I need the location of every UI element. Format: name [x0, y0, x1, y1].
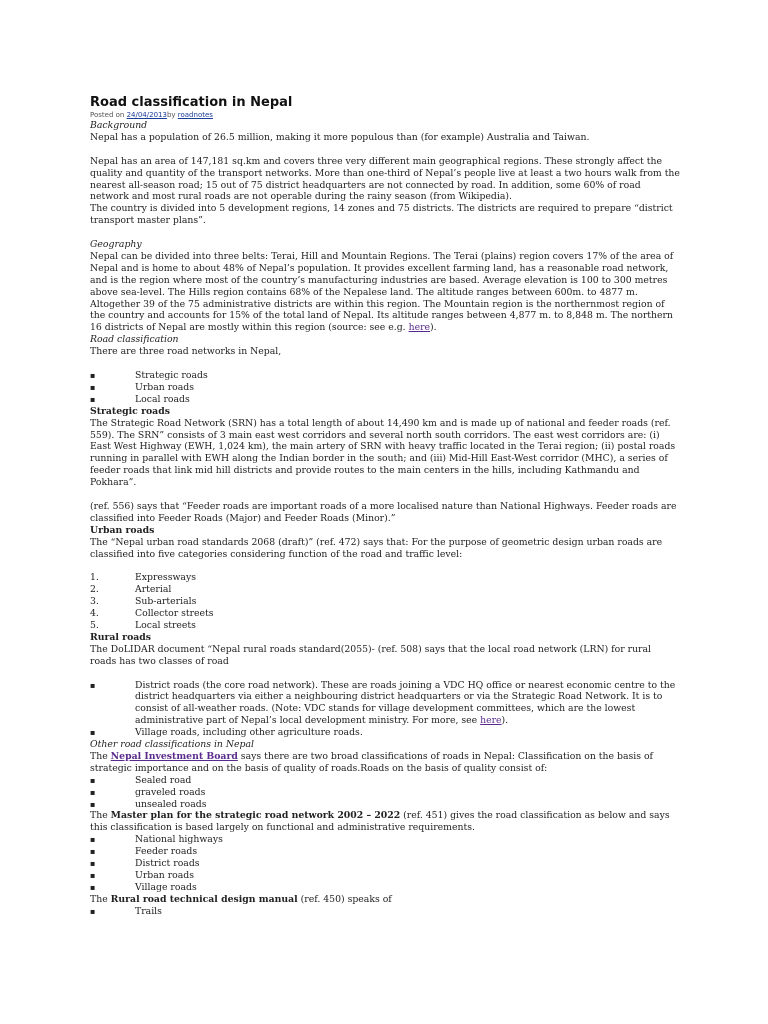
background-paragraph-2: Nepal has an area of 147,181 sq.km and covers three very different main geographical regions. These strongly affect the quality and quantity of the transport networks. More than one-third of Nepal’s people live at least a two hours walk from the nearest all-season road; 15 out of 75 district headquarters are not connected by road. In addition, some 60% of road network and most rural roads are not operable during the rainy season (from Wikipedia). — [90, 155, 680, 203]
list-item: ▪ District roads — [90, 858, 680, 870]
geography-paragraph: Nepal can be divided into three belts: Terai, Hill and Mountain Regions. The Terai (plains) region covers 17% of the area of Nepal and is home to about 48% of Nepal’s population. It provides excellent farming land, has a reasonable road network, and is the region where most of the country’s manufacturing industries are based. Average elevation is 100 to 300 metres above sea-level. The Hills region contains 68% of the Nepalese land. The altitude ranges between 600m. to 4877 m. Altogether 39 of the 75 administrative districts are within this region. The Mountain region is the northernmost region of the country and accounts for 15% of the total land of Nepal. Its altitude ranges between 4,877 m. to 8,848 m. The northern 16 districts of Nepal are mostly within this region (source: see e.g. here). — [90, 250, 674, 334]
list-number: 3. — [90, 596, 99, 608]
list-item — [90, 584, 680, 596]
list-number: 2. — [90, 584, 99, 596]
road-classification-heading: Road classification — [90, 334, 179, 346]
urban-paragraph: The “Nepal urban road standards 2068 (draft)” (ref. 472) says that: For the purpose of geometric design urban roads are classified into five categories considering function of the road and traffic level: — [90, 536, 663, 560]
list-item: ▪ District roads (the core road network). These are roads joining a VDC HQ office or nearest economic centre to the district headquarters via either a neighbouring district headquarters or via the Strategic Road Network. It is to consist of all-weather roads. (Note: VDC stands for village development committees, which are the lowest administrative part of Nepal’s local development ministry. For more, see here). — [90, 680, 680, 728]
vdc-here-link[interactable]: here — [480, 715, 502, 727]
list-item: ▪ Local roads — [90, 394, 680, 406]
list-item: ▪ Trails — [90, 906, 680, 918]
list-item: ▪ unsealed roads — [90, 799, 680, 811]
list-label: Arterial — [135, 584, 172, 596]
geography-here-link[interactable]: here — [408, 322, 431, 334]
urban-roads-heading: Urban roads — [90, 524, 155, 536]
urban-categories-list — [90, 572, 680, 632]
master-plan-paragraph: The Master plan for the strategic road network 2002 – 2022 (ref. 451) gives the road classification as below and says this classification is based largely on functional and administrative requirements. — [90, 810, 670, 834]
road-classification-intro: There are three road networks in Nepal, — [90, 346, 282, 358]
rural-classes-list — [90, 680, 680, 740]
background-heading: Background — [90, 120, 148, 131]
list-label: Local streets — [135, 619, 196, 631]
nib-paragraph: The Nepal Investment Board says there are two broad classifications of roads in Nepal: Classification on the basis of strategic importance and on the basis of quality of roads.Roads on the basis of quality consist of: — [90, 750, 653, 774]
list-item: ▪ Sealed road — [90, 775, 680, 787]
rural-manual-list — [90, 906, 680, 918]
list-item: ▪ Feeder roads — [90, 846, 680, 858]
list-item — [90, 572, 680, 584]
list-label: Expressways — [135, 572, 196, 584]
list-item: ▪ Urban roads — [90, 382, 680, 394]
rural-roads-heading: Rural roads — [90, 631, 152, 643]
strategic-paragraph-1: The Strategic Road Network (SRN) has a total length of about 14,490 km and is made up of national and feeder roads (ref. 559). The SRN” consists of 3 main east west corridors and several north south corridors. The east west corridors are: (i) East West Highway (EWH, 1,024 km), the main artery of SRN with heavy traffic located in the Terai region; (ii) postal roads running in parallel with EWH along the Indian border in the south; and (iii) Mid-Hill East-West corridor (MHC), a series of feeder roads that link mid hill districts and provide routes to the main centers in the hills, including Kathmandu and Pokhara”. — [90, 417, 676, 489]
background-paragraph-3: The country is divided into 5 development regions, 14 zones and 75 districts. The districts are required to prepare “district transport master plans”. — [90, 203, 673, 227]
list-item — [90, 596, 680, 608]
post-date-link[interactable]: 24/04/2013 — [126, 111, 167, 119]
other-classifications-heading: Other road classifications in Nepal — [90, 739, 254, 751]
rural-paragraph: The DoLIDAR document “Nepal rural roads standard(2055)- (ref. 508) says that the local road network (LRN) for rural roads has two classes of road — [90, 643, 652, 667]
list-item: ▪ graveled roads — [90, 787, 680, 799]
list-number: 1. — [90, 572, 99, 584]
list-item: ▪ National highways — [90, 834, 680, 846]
list-number: 5. — [90, 619, 99, 631]
list-label: Sub-arterials — [135, 596, 197, 608]
page-title: Road classification in Nepal — [90, 95, 293, 110]
list-item: ▪ Strategic roads — [90, 370, 680, 382]
road-networks-list — [90, 370, 680, 406]
rural-manual-paragraph: The Rural road technical design manual (ref. 450) speaks of — [90, 893, 392, 905]
strategic-paragraph-2: (ref. 556) says that “Feeder roads are important roads of a more localised nature than National Highways. Feeder roads are classified into Feeder Roads (Major) and Feeder Roads (Minor).” — [90, 500, 677, 524]
list-item: ▪ Village roads, including other agriculture roads. — [90, 727, 680, 739]
background-paragraph-1: Nepal has a population of 26.5 million, making it more populous than (for example) Australia and Taiwan. — [90, 131, 590, 143]
strategic-roads-heading: Strategic roads — [90, 405, 170, 417]
document — [90, 95, 680, 918]
list-item — [90, 608, 680, 620]
nepal-investment-board-link[interactable]: Nepal Investment Board — [110, 750, 238, 762]
list-label: Collector streets — [135, 608, 214, 620]
geography-heading: Geography — [90, 239, 142, 251]
master-plan-list — [90, 834, 680, 894]
post-meta — [90, 111, 680, 120]
author-link[interactable]: roadnotes — [177, 111, 213, 119]
quality-list — [90, 775, 680, 811]
posted-on-label: Posted on — [90, 111, 125, 119]
list-number: 4. — [90, 608, 99, 620]
list-item: ▪ Village roads — [90, 882, 680, 894]
list-item — [90, 620, 680, 632]
by-label: by — [166, 111, 176, 119]
list-item: ▪ Urban roads — [90, 870, 680, 882]
